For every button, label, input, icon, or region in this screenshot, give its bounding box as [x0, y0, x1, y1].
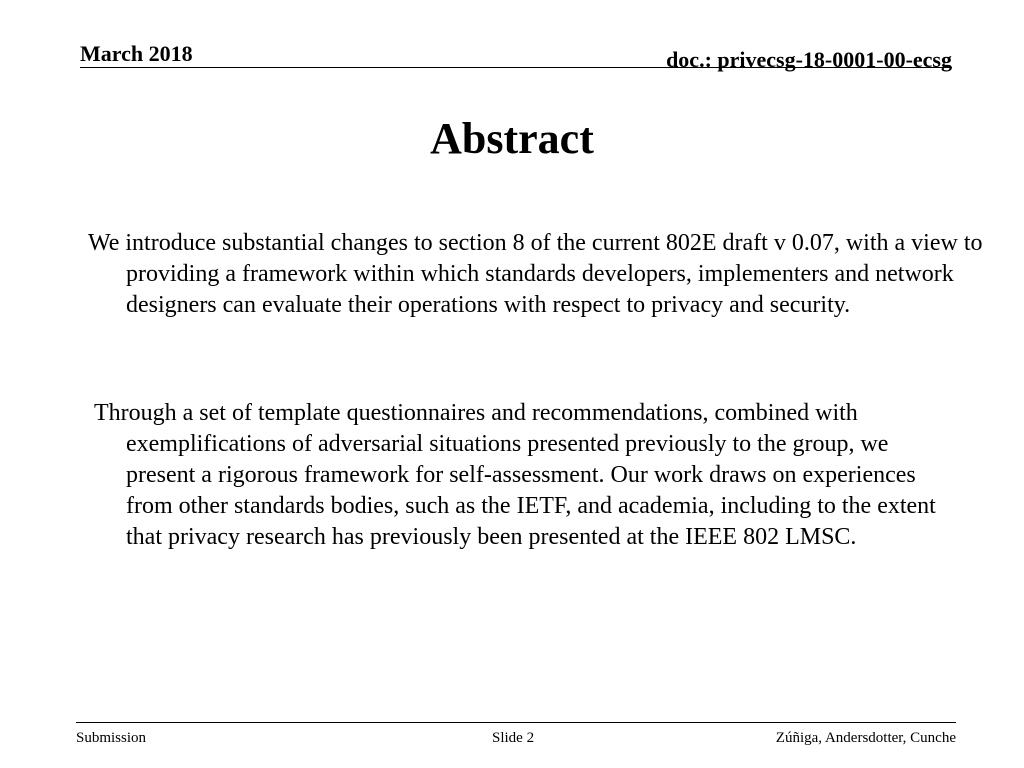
header-doc-id: doc.: privecsg-18-0001-00-ecsg	[666, 47, 952, 72]
footer-authors: Zúñiga, Andersdotter, Cunche	[775, 730, 956, 746]
footer-divider	[76, 722, 956, 723]
abstract-paragraph-2: Through a set of template questionnaires and recommendations, combined with exemplifications of adversarial situations presented previously to the group, we present a rigorous framework for self-assessment. Our work draws on experiences from other standards bodies, such as the IETF, and academia, including to the extent that privacy research has previously been presented at the IEEE 802 LMSC.	[94, 400, 936, 550]
header-divider	[80, 67, 952, 68]
footer-slide-number: Slide 2	[492, 730, 535, 746]
header-date: March 2018	[80, 41, 193, 66]
slide-title: Abstract	[430, 114, 594, 163]
abstract-paragraph-1: We introduce substantial changes to section 8 of the current 802E draft v 0.07, with a view to providing a framework within which standards developers, implementers and network designers can evaluate their operations with respect to privacy and security.	[88, 230, 983, 318]
footer-submission: Submission	[76, 730, 147, 746]
